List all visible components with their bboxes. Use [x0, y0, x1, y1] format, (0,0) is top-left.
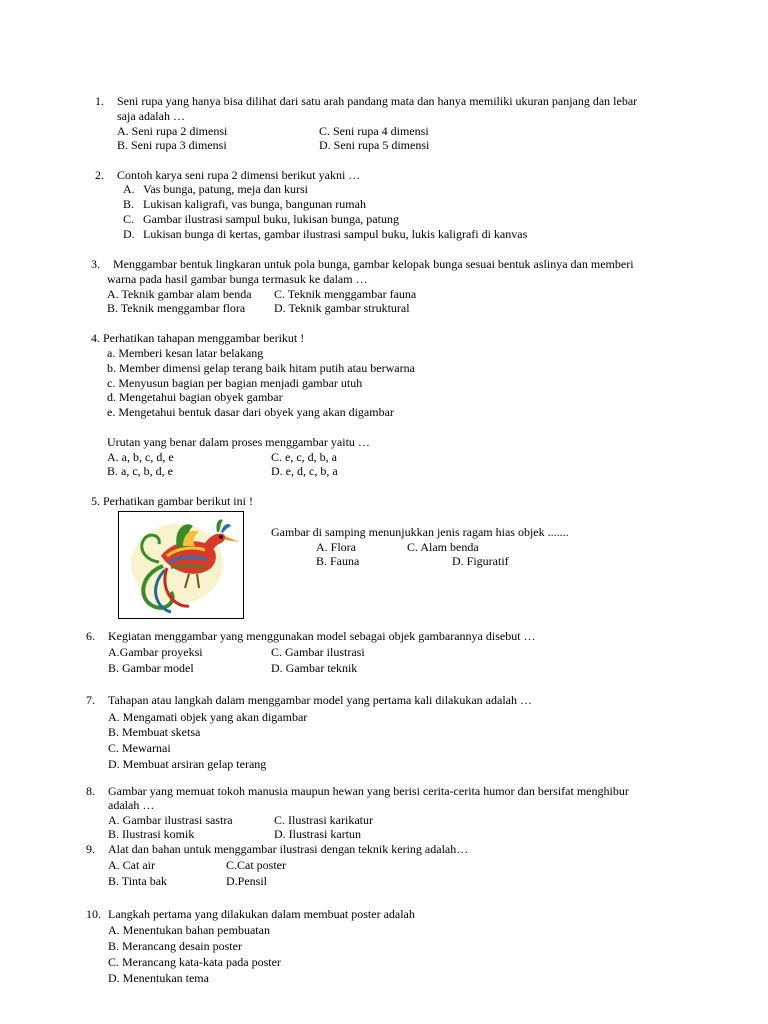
question-number: 5. [91, 494, 100, 508]
option-b: B. Seni rupa 3 dimensi [117, 138, 227, 152]
question-subprompt: Urutan yang benar dalam proses menggambar yaitu … [107, 435, 370, 449]
option-a: A. Menentukan bahan pembuatan [108, 923, 270, 937]
question-number: 6. [86, 629, 95, 643]
option-a: A. Teknik gambar alam benda [107, 287, 252, 301]
option-c: C. Alam benda [407, 540, 479, 554]
option-c: C.Cat poster [226, 858, 286, 872]
option-b: Lukisan kaligrafi, vas bunga, bangunan rumah [143, 197, 366, 211]
option-c-letter: C. [123, 212, 135, 226]
step-b: b. Member dimensi gelap terang baik hitam putih atau berwarna [107, 361, 415, 375]
option-d: D. Gambar teknik [271, 661, 358, 675]
question-text: Contoh karya seni rupa 2 dimensi berikut yakni … [117, 168, 361, 182]
question-number: 4. [91, 331, 100, 345]
option-d: D. Membuat arsiran gelap terang [108, 757, 267, 771]
question-number: 1. [95, 94, 104, 108]
question-number: 10. [86, 907, 101, 921]
question-text: Langkah pertama yang dilakukan dalam membuat poster adalah [108, 907, 415, 921]
option-b: B. a, c, b, d, e [107, 464, 173, 478]
step-c: c. Menyusun bagian per bagian menjadi gambar utuh [107, 376, 363, 390]
option-a-letter: A. [123, 182, 135, 196]
step-e: e. Mengetahui bentuk dasar dari obyek yang akan digambar [107, 405, 394, 419]
question-number: 8. [86, 784, 95, 798]
question-text-cont: saja adalah … [117, 109, 185, 123]
option-d: Lukisan bunga di kertas, gambar ilustrasi sampul buku, lukis kaligrafi di kanvas [143, 227, 528, 241]
option-d: D. Menentukan tema [108, 971, 209, 985]
question-text: Alat dan bahan untuk menggambar ilustrasi dengan teknik kering adalah… [108, 842, 469, 856]
option-c: Gambar ilustrasi sampul buku, lukisan bunga, patung [143, 212, 399, 226]
question-text-cont: adalah … [108, 798, 155, 812]
question-text: Seni rupa yang hanya bisa dilihat dari satu arah pandang mata dan hanya memiliki ukuran panjang dan lebar [117, 94, 638, 108]
option-a: A. Cat air [108, 858, 155, 872]
option-d: D. e, d, c, b, a [271, 464, 338, 478]
option-b: B. Ilustrasi komik [108, 827, 195, 841]
option-d: D.Pensil [226, 874, 268, 888]
option-b: B. Tinta bak [108, 874, 168, 888]
question-text: Gambar yang memuat tokoh manusia maupun hewan yang berisi cerita-cerita humor dan bersifat menghibur [108, 784, 629, 798]
option-c: C. Teknik menggambar fauna [274, 287, 417, 301]
option-c: C. e, c, d, b, a [271, 450, 337, 464]
option-c: C. Ilustrasi karikatur [274, 813, 373, 827]
question-text: Tahapan atau langkah dalam menggambar model yang pertama kali dilakukan adalah … [108, 693, 532, 707]
option-b: B. Fauna [316, 554, 360, 568]
option-c: C. Merancang kata-kata pada poster [108, 955, 281, 969]
option-b: B. Teknik menggambar flora [107, 301, 246, 315]
option-d: D. Teknik gambar struktural [274, 301, 410, 315]
question-text-cont: warna pada hasil gambar bunga termasuk ke dalam … [107, 272, 368, 286]
option-a: A. Gambar ilustrasi sastra [108, 813, 233, 827]
step-d: d. Mengetahui bagian obyek gambar [107, 390, 283, 404]
option-a: Vas bunga, patung, meja dan kursi [143, 182, 308, 196]
option-d-letter: D. [123, 227, 135, 241]
option-d: D. Seni rupa 5 dimensi [319, 138, 430, 152]
option-a: A. a, b, c, d, e [107, 450, 174, 464]
question-text: Perhatikan gambar berikut ini ! [103, 494, 253, 508]
option-b: B. Membuat sketsa [108, 725, 201, 739]
option-a: A. Flora [316, 540, 356, 554]
question-text-side: Gambar di samping menunjukkan jenis ragam hias objek ....... [271, 525, 569, 539]
option-c: C. Seni rupa 4 dimensi [319, 124, 429, 138]
bird-ornament-icon [119, 512, 243, 618]
option-a: A. Seni rupa 2 dimensi [117, 124, 228, 138]
option-b: B. Merancang desain poster [108, 939, 242, 953]
question-text: Menggambar bentuk lingkaran untuk pola bunga, gambar kelopak bunga sesuai bentuk aslinya dan memberi [113, 257, 634, 271]
question-number: 9. [86, 842, 95, 856]
question-number: 7. [86, 693, 95, 707]
question-text: Perhatikan tahapan menggambar berikut ! [103, 331, 305, 345]
option-d: D. Ilustrasi kartun [274, 827, 361, 841]
option-a: A.Gambar proyeksi [108, 645, 203, 659]
bird-ornament-image [118, 511, 244, 619]
step-a: a. Memberi kesan latar belakang [107, 346, 264, 360]
question-text: Kegiatan menggambar yang menggunakan model sebagai objek gambarannya disebut … [108, 629, 536, 643]
option-d: D. Figuratif [452, 554, 509, 568]
question-number: 3. [91, 257, 100, 271]
option-c: C. Gambar ilustrasi [271, 645, 365, 659]
option-c: C. Mewarnai [108, 741, 171, 755]
question-number: 2. [95, 168, 104, 182]
option-b: B. Gambar model [108, 661, 194, 675]
option-a: A. Mengamati objek yang akan digambar [108, 710, 308, 724]
option-b-letter: B. [123, 197, 135, 211]
